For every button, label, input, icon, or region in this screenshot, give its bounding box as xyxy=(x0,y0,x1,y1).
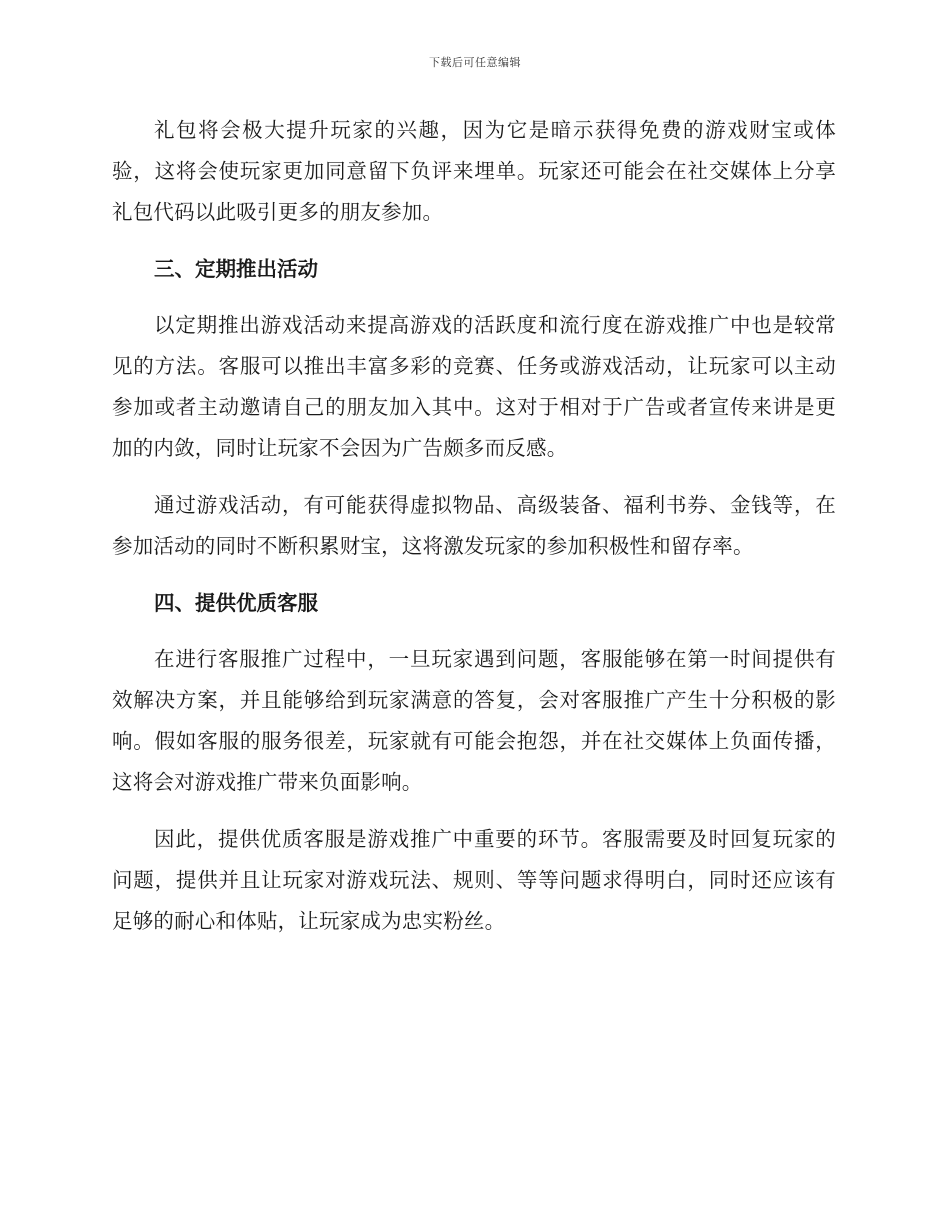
section-heading-quality-service: 四、提供优质客服 xyxy=(154,591,318,615)
paragraph-event-rewards: 通过游戏活动，有可能获得虚拟物品、高级装备、福利书券、金钱等，在参加活动的同时不断积累财宝，这将激发玩家的参加积极性和留存率。 xyxy=(112,493,836,558)
paragraph-customer-service: 在进行客服推广过程中，一旦玩家遇到问题，客服能够在第一时间提供有效解决方案，并且能够给到玩家满意的答复，会对客服推广产生十分积极的影响。假如客服的服务很差，玩家就有可能会抱怨，并在社交媒体上负面传播，这将会对游戏推广带来负面影响。 xyxy=(112,647,836,794)
paragraph-service-importance: 因此，提供优质客服是游戏推广中重要的环节。客服需要及时回复玩家的问题，提供并且让玩家对游戏玩法、规则、等等问题求得明白，同时还应该有足够的耐心和体贴，让玩家成为忠实粉丝。 xyxy=(112,827,836,933)
paragraph-gift-pack: 礼包将会极大提升玩家的兴趣，因为它是暗示获得免费的游戏财宝或体验，这将会使玩家更加同意留下负评来埋单。玩家还可能会在社交媒体上分享礼包代码以此吸引更多的朋友参加。 xyxy=(112,118,836,224)
paragraph-regular-events: 以定期推出游戏活动来提高游戏的活跃度和流行度在游戏推广中也是较常见的方法。客服可以推出丰富多彩的竞赛、任务或游戏活动，让玩家可以主动参加或者主动邀请自己的朋友加入其中。这对于相对于广告或者宣传来讲是更加的内敛，同时让玩家不会因为广告颇多而反感。 xyxy=(112,313,836,460)
section-heading-regular-events: 三、定期推出活动 xyxy=(154,257,318,281)
page-header: 下载后可任意编辑 xyxy=(429,56,521,69)
document-body xyxy=(112,110,836,958)
